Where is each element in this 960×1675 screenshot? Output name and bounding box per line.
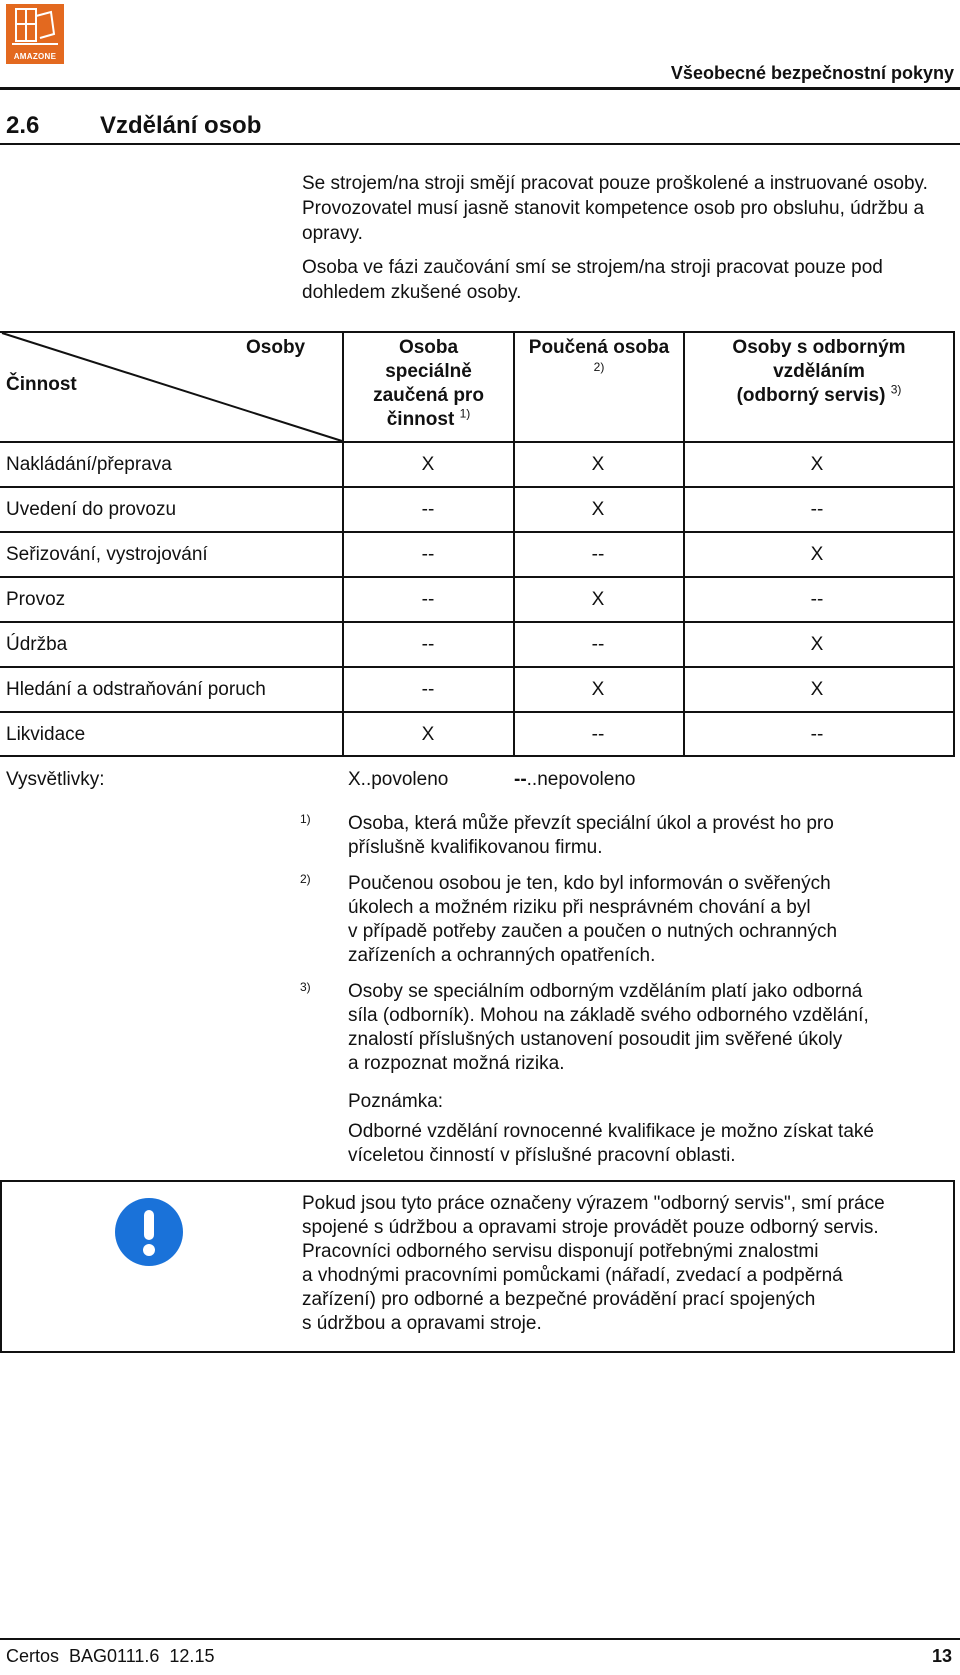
footnote-3 [348,980,948,1076]
table-row-label: Provoz [6,589,66,610]
header-title: Všeobecné bezpečnostní pokyny [670,63,954,83]
footnote-ref: 2) [593,360,605,374]
footnote-line: Osoba, která může převzít speciální úkol a provést ho pro [348,813,834,834]
intro-paragraph-1: Se strojem/na stroji smějí pracovat pouze proškolené a instruované osoby. Provozovatel musí jasně stanovit kompetence osob pro obsluhu, údržbu a opravy. [302,173,928,244]
column-header-line: (odborný servis) [736,385,886,406]
intro-paragraph-2: Osoba ve fázi zaučování smí se strojem/na stroji pracovat pouze pod dohledem zkušené osoby. [302,257,883,303]
legend-denied [514,769,635,791]
table-cell: X [421,724,435,745]
table-cell: -- [421,544,435,565]
footnote-mark: 1) [300,812,311,826]
table-row-border [0,711,955,713]
table-border-bottom [0,755,955,757]
footnote-line: úkolech a možném riziku při nesprávném chování a byl [348,897,811,918]
table-cell: X [591,589,605,610]
table-cell: -- [421,634,435,655]
notice-line: Pokud jsou tyto práce označeny výrazem "odborný servis", smí práce [302,1193,885,1214]
logo-mark-icon [6,4,64,52]
exclamation-icon [113,1196,185,1268]
amazone-logo [6,4,64,64]
footnote-2 [348,872,948,968]
table-cell: X [591,499,605,520]
logo-text: AMAZONE [13,52,57,61]
notice-line: spojené s údržbou a opravami stroje provádět pouze odborný servis. [302,1217,879,1238]
corner-header-persons: Osoby [246,337,306,358]
table-cell: X [810,679,824,700]
notice-line: s údržbou a opravami stroje. [302,1313,542,1334]
column-header-line: speciálně [385,361,472,382]
table-row-border [0,531,955,533]
table-cell: -- [810,499,824,520]
footnote-line: zařízeních a ochranných opatřeních. [348,945,656,966]
table-cell: -- [810,724,824,745]
table-row-label: Likvidace [6,724,86,745]
table-cell: -- [591,544,605,565]
footer-rule [0,1638,960,1640]
table-cell: X [810,454,824,475]
note-label: Poznámka: [348,1091,444,1112]
footnote-line: a rozpoznat možná rizika. [348,1053,565,1074]
table-row-border [0,486,955,488]
table-cell: -- [591,634,605,655]
section-title: Vzdělání osob [100,112,262,139]
legend-label: Vysvětlivky: [6,769,105,790]
footnote-line: Poučenou osobou je ten, kdo byl informován o svěřených [348,873,831,894]
footnote-ref: 1) [459,406,471,421]
footnote-ref: 3) [890,382,902,397]
note-line: Odborné vzdělání rovnocenné kvalifikace je možno získat také [348,1121,874,1142]
footnote-1 [348,812,948,860]
table-cell: X [810,544,824,565]
header-rule [0,87,960,90]
footnote-mark: 2) [300,872,311,886]
note-line: víceletou činností v příslušné pracovní oblasti. [348,1145,736,1166]
column-header-line: vzděláním [773,361,865,382]
legend-denied-text: ..nepovoleno [526,769,636,790]
notice-line: Pracovníci odborného servisu disponují potřebnými znalostmi [302,1241,819,1262]
legend-denied-mark: -- [514,769,527,790]
table-row-label: Údržba [6,634,68,655]
table-row-border [0,666,955,668]
table-row-label: Seřizování, vystrojování [6,544,208,565]
section-number: 2.6 [6,112,40,139]
section-rule [0,143,960,145]
table-row-label: Hledání a odstraňování poruch [6,679,266,700]
table-row-border [0,621,955,623]
table-cell: X [810,634,824,655]
footnote-line: znalostí příslušných ustanovení posoudit jim svěřené úkoly [348,1029,843,1050]
table-row-label: Uvedení do provozu [6,499,177,520]
footnote-line: příslušně kvalifikovanou firmu. [348,837,603,858]
note-text [348,1120,948,1168]
notice-line: zařízení) pro odborné a bezpečné provádění prací spojených [302,1289,816,1310]
footnote-mark: 3) [300,980,311,994]
notice-text [302,1192,942,1336]
page-number: 13 [931,1646,952,1666]
table-col-border [513,331,515,757]
table-cell: -- [421,679,435,700]
footnote-line: Osoby se speciálním odborným vzděláním platí jako odborná [348,981,863,1002]
table-col-border [953,331,955,757]
footnote-line: v případě potřeby zaučen a poučen o nutných ochranných [348,921,838,942]
table-cell: X [591,679,605,700]
table-cell: -- [421,499,435,520]
column-header-trained [344,336,513,432]
corner-header-activity: Činnost [6,374,77,395]
footer-document-id: Certos BAG0111.6 12.15 [6,1646,215,1666]
notice-line: a vhodnými pracovními pomůckami (nářadí, zvedací a podpěrná [302,1265,843,1286]
column-header-instructed [515,336,683,374]
qualification-table [0,331,955,761]
footnote-line: síla (odborník). Mohou na základě svého odborného vzdělání, [348,1005,869,1026]
column-header-line: činnost [386,409,455,430]
table-cell: -- [591,724,605,745]
column-header-line: Poučená osoba [528,337,670,358]
table-cell: X [591,454,605,475]
column-header-line: Osoba [398,337,459,358]
table-row-border [0,576,955,578]
column-header-specialist [685,336,953,408]
table-row-label: Nakládání/přeprava [6,454,172,475]
legend-allowed: X..povoleno [348,769,449,790]
table-cell: -- [810,589,824,610]
table-cell: X [421,454,435,475]
table-cell: -- [421,589,435,610]
column-header-line: zaučená pro [373,385,484,406]
column-header-line: Osoby s odborným [732,337,906,358]
